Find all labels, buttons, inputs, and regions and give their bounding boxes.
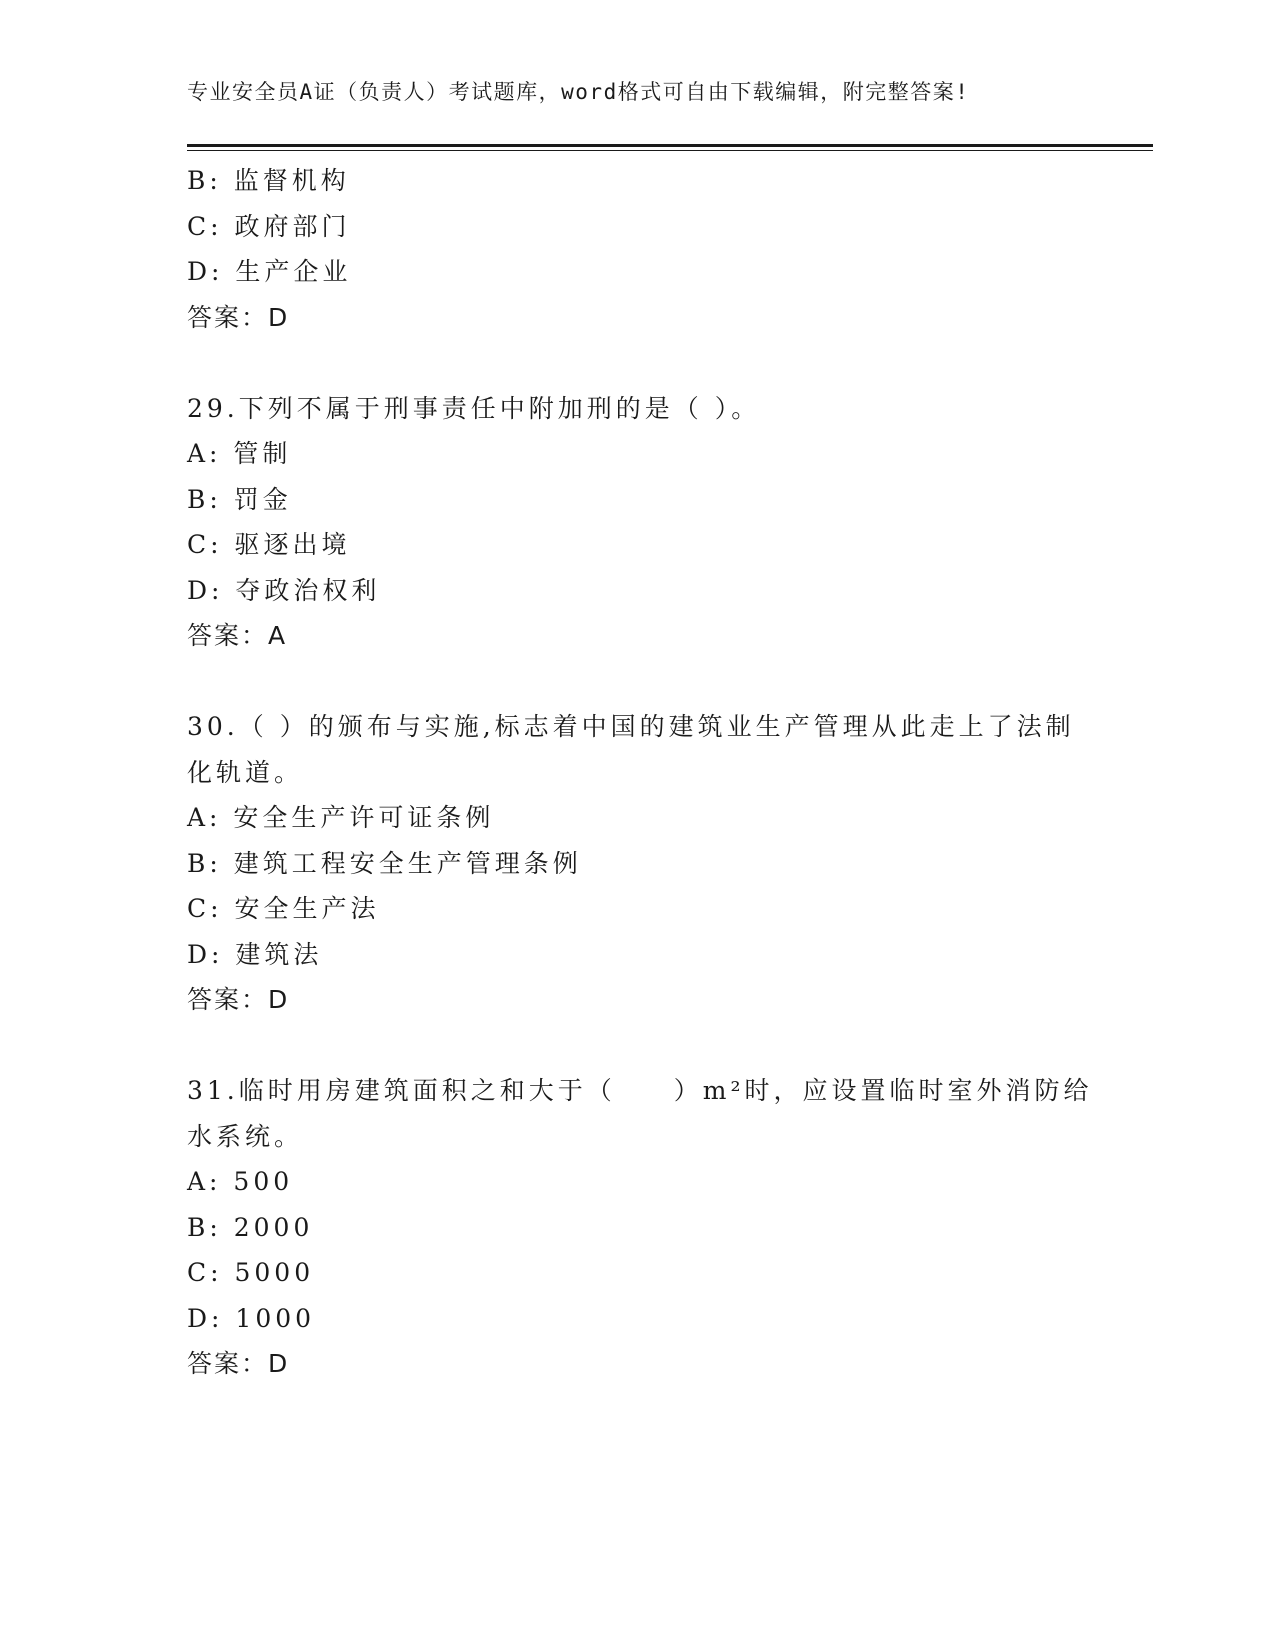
answer: 答案：D <box>187 1349 290 1378</box>
header-divider <box>187 144 1153 147</box>
question-list <box>187 158 1093 1387</box>
option-c: C: 5000 <box>187 1258 315 1287</box>
question-stem-line-2: 化轨道。 <box>187 757 304 787</box>
question-31 <box>187 1068 1093 1387</box>
option-c: C: 驱逐出境 <box>187 530 351 559</box>
question-28-continuation <box>187 158 1087 340</box>
option-b: B: 监督机构 <box>187 166 350 195</box>
spacer <box>187 659 1087 705</box>
question-stem-line-1: 31.临时用房建筑面积之和大于（ ）m²时，应设置临时室外消防给 <box>187 1076 1093 1105</box>
option-b: B: 建筑工程安全生产管理条例 <box>187 848 582 878</box>
question-stem: 29.下列不属于刑事责任中附加刑的是（ ）。 <box>187 393 761 423</box>
option-a: A: 管制 <box>187 439 292 468</box>
option-c: C: 安全生产法 <box>187 894 380 923</box>
question-29 <box>187 386 1087 659</box>
answer: 答案：A <box>187 621 288 650</box>
answer: 答案：D <box>187 985 290 1014</box>
spacer <box>187 340 1087 386</box>
option-b: B: 2000 <box>187 1212 314 1242</box>
spacer <box>187 1023 1087 1069</box>
option-d: D: 生产企业 <box>187 257 352 286</box>
option-d: D: 建筑法 <box>187 939 323 969</box>
question-30 <box>187 704 1087 1023</box>
option-d: D: 夺政治权利 <box>187 575 381 605</box>
answer: 答案：D <box>187 302 290 332</box>
option-a: A: 安全生产许可证条例 <box>187 803 495 832</box>
option-d: D: 1000 <box>187 1303 316 1333</box>
option-c: C: 政府部门 <box>187 211 351 241</box>
question-stem-line-2: 水系统。 <box>187 1121 304 1151</box>
header-divider-thin <box>187 150 1153 151</box>
question-stem-line-1: 30.（ ）的颁布与实施,标志着中国的建筑业生产管理从此走上了法制 <box>187 712 1075 741</box>
option-a: A: 500 <box>187 1167 294 1196</box>
page-header: 专业安全员A证（负责人）考试题库，word格式可自由下载编辑，附完整答案! <box>187 80 970 104</box>
option-b: B: 罚金 <box>187 484 292 514</box>
